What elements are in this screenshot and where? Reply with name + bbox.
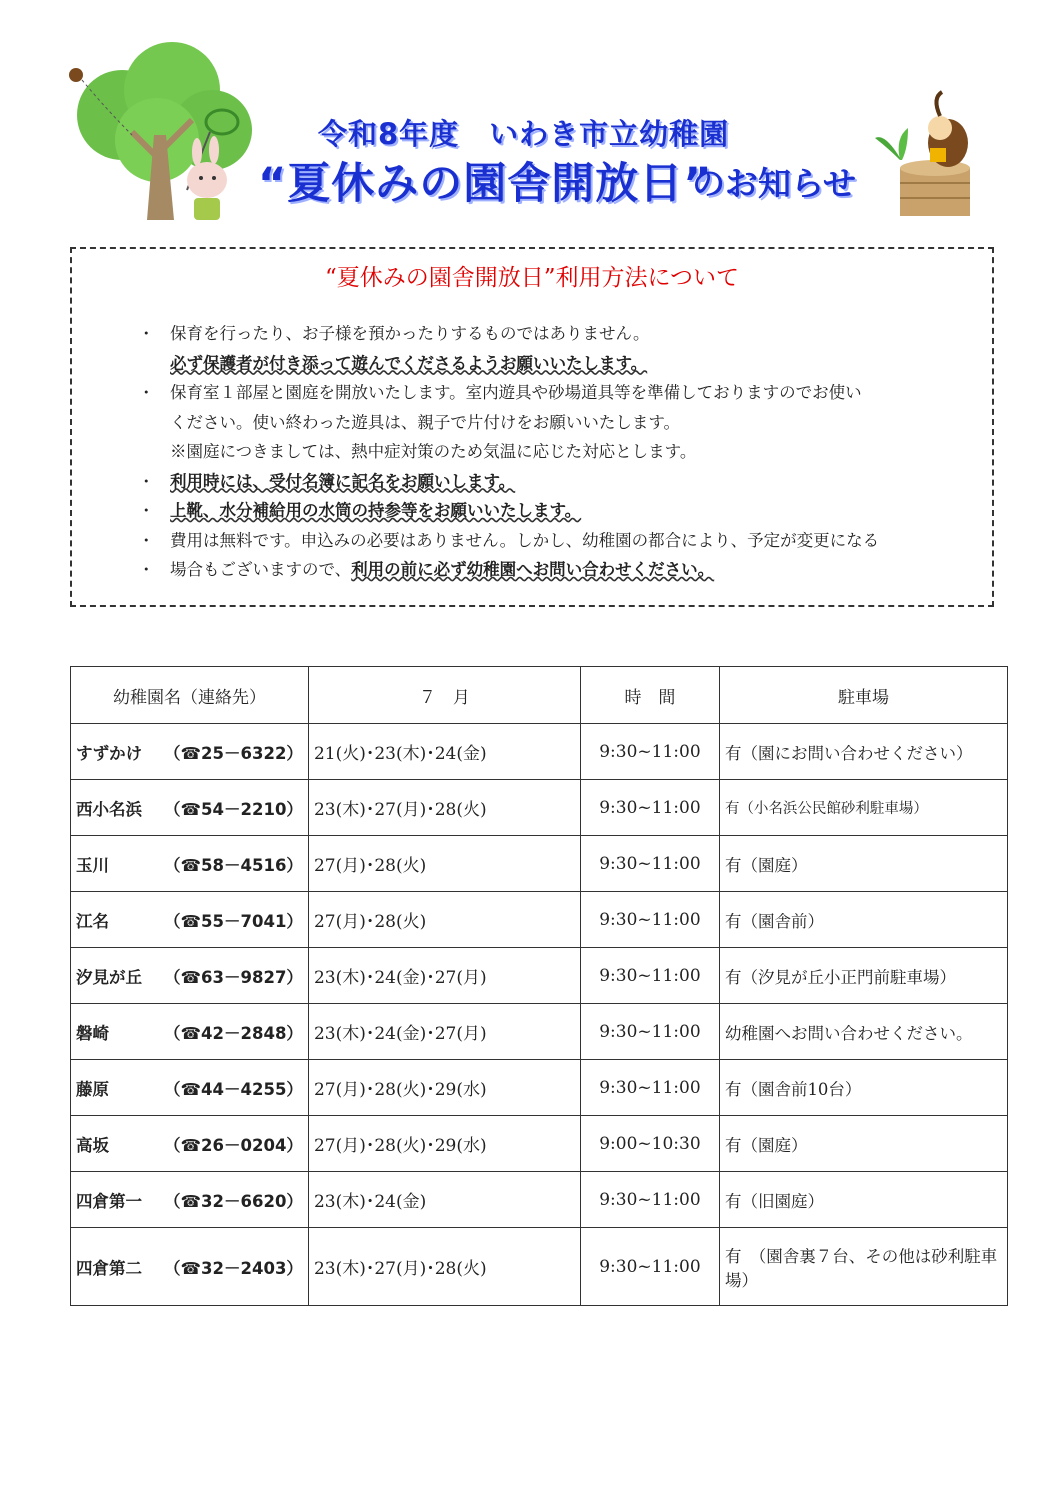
note-text: 保育室１部屋と園庭を開放いたします。室内遊具や砂場道具等を準備しておりますのでお使い xyxy=(170,383,862,402)
kindergarten-name: 玉川 xyxy=(76,855,109,875)
parking-info: 有（園舎前） xyxy=(719,892,1007,948)
kindergarten-name: すずかけ xyxy=(76,743,143,763)
usage-heading: “夏休みの園舎開放日”利用方法について xyxy=(324,265,740,291)
phone-number: （☎55－7041） xyxy=(164,911,303,931)
note-line xyxy=(138,378,978,408)
table-row xyxy=(71,948,1008,1004)
open-time: 9:30~11:00 xyxy=(580,1004,719,1060)
phone-number: （☎58－4516） xyxy=(164,855,303,875)
kindergarten-cell xyxy=(71,1172,309,1228)
tree-with-rabbit-illustration xyxy=(62,40,262,225)
col-header-time: 時 間 xyxy=(580,667,719,724)
note-text: 場合もございますので、 xyxy=(170,560,352,579)
parking-info: 有 （園舎裏７台、その他は砂利駐車場） xyxy=(719,1228,1007,1306)
open-time: 9:30~11:00 xyxy=(580,836,719,892)
open-dates: 27(月)･28(火) xyxy=(308,892,580,948)
table-row xyxy=(71,1116,1008,1172)
open-time: 9:30~11:00 xyxy=(580,1060,719,1116)
beetle-on-stump-illustration xyxy=(870,88,980,218)
phone-number: （☎26－0204） xyxy=(164,1135,303,1155)
title-notice: のお知らせ xyxy=(692,164,857,203)
note-text-emphasis: 上靴、水分補給用の水筒の持参等をお願いいたします。 xyxy=(170,501,582,520)
bullet: ・ xyxy=(138,383,155,402)
note-line xyxy=(138,349,978,379)
kindergarten-cell xyxy=(71,1060,309,1116)
title-main: “夏休みの園舎開放日” xyxy=(258,159,713,209)
usage-notice-box xyxy=(70,247,994,607)
parking-info: 有（汐見が丘小正門前駐車場） xyxy=(719,948,1007,1004)
open-time: 9:30~11:00 xyxy=(580,948,719,1004)
kindergarten-cell xyxy=(71,724,309,780)
open-time: 9:30~11:00 xyxy=(580,1228,719,1306)
open-dates: 27(月)･28(火)･29(水) xyxy=(308,1060,580,1116)
note-text: 保育を行ったり、お子様を預かったりするものではありません。 xyxy=(170,324,650,343)
open-time: 9:30~11:00 xyxy=(580,1172,719,1228)
usage-notes xyxy=(138,319,978,585)
table-header-row xyxy=(71,667,1008,724)
open-dates: 23(木)･27(月)･28(火) xyxy=(308,1228,580,1306)
phone-number: （☎32－2403） xyxy=(164,1258,303,1278)
kindergarten-cell xyxy=(71,780,309,836)
table-row xyxy=(71,1060,1008,1116)
parking-info: 有（園庭） xyxy=(719,1116,1007,1172)
table-row xyxy=(71,724,1008,780)
bullet: ・ xyxy=(138,560,155,579)
note-text-emphasis: 利用時には、受付名簿に記名をお願いします。 xyxy=(170,471,516,491)
kindergarten-cell xyxy=(71,948,309,1004)
kindergarten-cell xyxy=(71,1004,309,1060)
open-dates: 27(月)･28(火)･29(水) xyxy=(308,1116,580,1172)
note-line xyxy=(138,467,978,497)
parking-info: 有（園にお問い合わせください） xyxy=(719,724,1007,780)
note-text: ※園庭につきましては、熱中症対策のため気温に応じた対応とします。 xyxy=(170,442,697,461)
schedule-table xyxy=(70,666,1008,1306)
table-row xyxy=(71,892,1008,948)
kindergarten-name: 磐崎 xyxy=(76,1023,109,1043)
parking-info: 幼稚園へお問い合わせください。 xyxy=(719,1004,1007,1060)
bullet: ・ xyxy=(138,471,155,491)
kindergarten-cell xyxy=(71,836,309,892)
bullet: ・ xyxy=(138,530,155,550)
note-line xyxy=(138,496,978,526)
table-row xyxy=(71,836,1008,892)
kindergarten-name: 高坂 xyxy=(76,1135,109,1155)
note-line xyxy=(138,408,978,438)
phone-number: （☎25－6322） xyxy=(164,743,303,763)
open-dates: 27(月)･28(火) xyxy=(308,836,580,892)
col-header-name: 幼稚園名（連絡先） xyxy=(71,667,309,724)
kindergarten-cell xyxy=(71,1228,309,1306)
kindergarten-name: 汐見が丘 xyxy=(76,967,142,987)
parking-info: 有（園庭） xyxy=(719,836,1007,892)
kindergarten-cell xyxy=(71,892,309,948)
note-line xyxy=(138,319,978,349)
kindergarten-name: 四倉第二 xyxy=(76,1258,142,1278)
parking-info: 有（園舎前10台） xyxy=(719,1060,1007,1116)
open-time: 9:30~11:00 xyxy=(580,724,719,780)
kindergarten-name: 藤原 xyxy=(76,1079,109,1099)
col-header-month: ７ 月 xyxy=(308,667,580,724)
open-dates: 23(木)･24(金)･27(月) xyxy=(308,948,580,1004)
open-dates: 23(木)･24(金) xyxy=(308,1172,580,1228)
note-text: ください。使い終わった遊具は、親子で片付けをお願いいたします。 xyxy=(170,412,681,432)
table-row xyxy=(71,1228,1008,1306)
table-row xyxy=(71,1172,1008,1228)
phone-number: （☎44－4255） xyxy=(164,1079,303,1099)
parking-info: 有（旧園庭） xyxy=(719,1172,1007,1228)
bullet: ・ xyxy=(138,501,155,520)
parking-info: 有（小名浜公民館砂利駐車場） xyxy=(719,780,1007,836)
note-line xyxy=(138,555,978,585)
open-dates: 23(木)･24(金)･27(月) xyxy=(308,1004,580,1060)
open-dates: 21(火)･23(木)･24(金) xyxy=(308,724,580,780)
phone-number: （☎54－2210） xyxy=(164,799,303,819)
phone-number: （☎63－9827） xyxy=(164,967,303,987)
kindergarten-cell xyxy=(71,1116,309,1172)
open-time: 9:30~11:00 xyxy=(580,780,719,836)
phone-number: （☎42－2848） xyxy=(164,1023,303,1043)
open-time: 9:30~11:00 xyxy=(580,892,719,948)
note-text-emphasis: 利用の前に必ず幼稚園へお問い合わせください。 xyxy=(351,560,715,579)
bullet: ・ xyxy=(138,324,155,343)
col-header-parking: 駐車場 xyxy=(719,667,1007,724)
open-time: 9:00~10:30 xyxy=(580,1116,719,1172)
note-line xyxy=(138,526,978,556)
note-line xyxy=(138,437,978,467)
title-year-city: 令和8年度 いわき市立幼稚園 xyxy=(318,117,730,151)
kindergarten-name: 江名 xyxy=(76,911,109,931)
table-row xyxy=(71,780,1008,836)
note-text: 費用は無料です。申込みの必要はありません。しかし、幼稚園の都合により、予定が変更になる xyxy=(170,530,880,550)
phone-number: （☎32－6620） xyxy=(164,1191,303,1211)
note-text-emphasis: 必ず保護者が付き添って遊んでくださるようお願いいたします。 xyxy=(170,353,648,373)
kindergarten-name: 西小名浜 xyxy=(76,799,142,819)
kindergarten-name: 四倉第一 xyxy=(76,1191,142,1211)
table-row xyxy=(71,1004,1008,1060)
open-dates: 23(木)･27(月)･28(火) xyxy=(308,780,580,836)
